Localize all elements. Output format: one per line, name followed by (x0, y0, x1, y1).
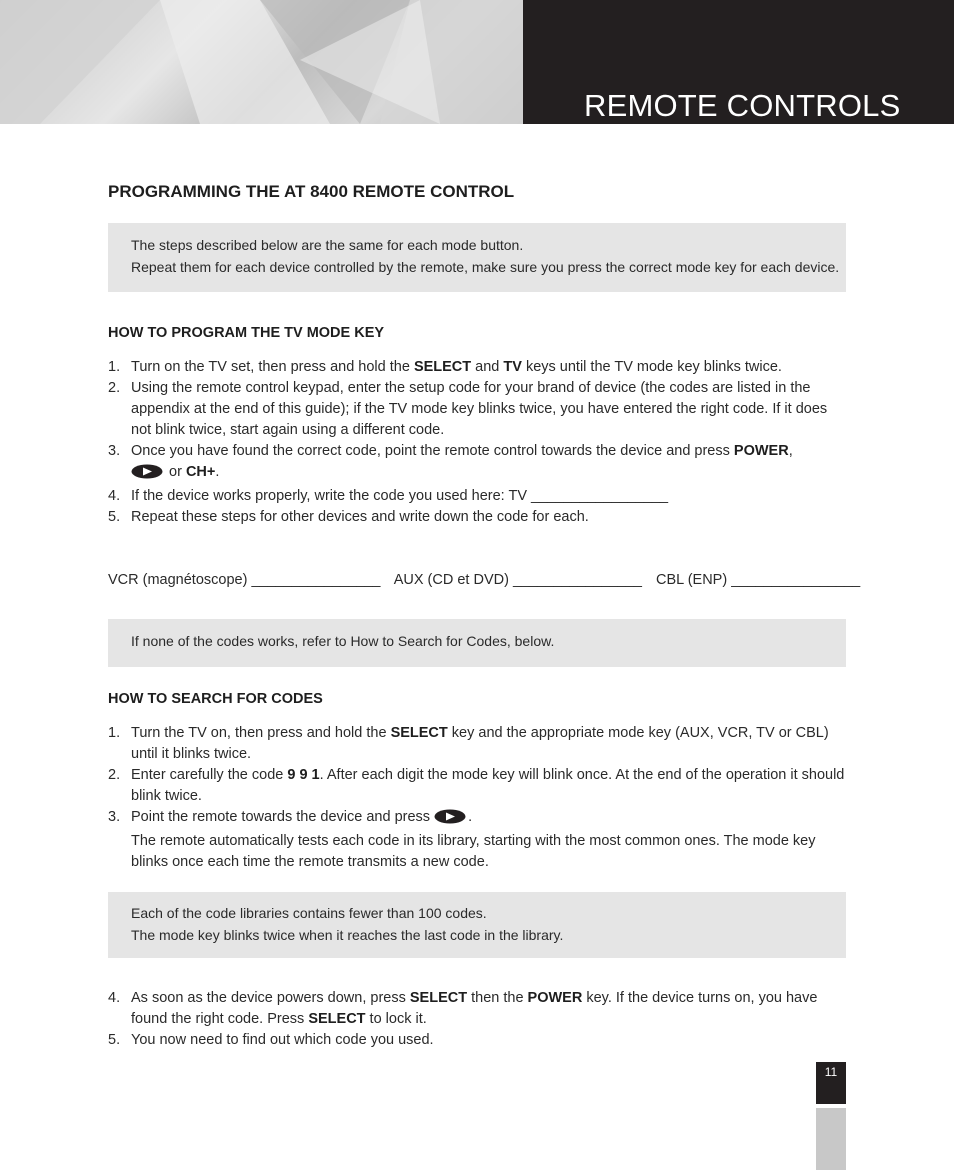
list-item: 1. Turn the TV on, then press and hold the SELECT key and the appropriate mode key (AUX, VCR, TV or CBL) until it blinks twice. (108, 725, 829, 762)
subsection-title-tv: HOW TO PROGRAM THE TV MODE KEY (108, 325, 385, 341)
note-line: If none of the codes works, refer to How to Search for Codes, below. (131, 633, 555, 649)
page-tab-marker (816, 1108, 846, 1170)
list-item: 4. If the device works properly, write the code you used here: TV _________________ (108, 488, 669, 504)
page-number: 11 (816, 1062, 846, 1104)
subsection-title-search: HOW TO SEARCH FOR CODES (108, 691, 323, 707)
list-item: 3. Once you have found the correct code, point the remote control towards the device and press POWER, or CH+. (108, 441, 850, 486)
list-item: 1. Turn on the TV set, then press and hold the SELECT and TV keys until the TV mode key blinks twice. (108, 359, 782, 375)
list-item: 5. Repeat these steps for other devices and write down the code for each. (108, 509, 589, 525)
library-note (108, 892, 846, 958)
note-line: Each of the code libraries contains fewer than 100 codes. (131, 905, 487, 921)
search-steps-list (108, 723, 850, 873)
note-line: The steps described below are the same for each mode button. (131, 237, 524, 253)
list-item: 3. Point the remote towards the device and press . The remote automatically tests each code in its library, starting with the most common ones. The mode key blinks once each time the remote transmits a new code. (108, 809, 816, 870)
list-item: 4. As soon as the device powers down, press SELECT then the POWER key. If the device turns on, you have found the right code. Press SELECT to lock it. (108, 990, 818, 1027)
header-decorative-image (0, 0, 523, 124)
search-note (108, 619, 846, 667)
page-title: REMOTE CONTROLS (584, 88, 901, 123)
aux-code-field: AUX (CD et DVD) ________________ (393, 572, 642, 588)
code-fields-row (108, 570, 870, 591)
vcr-code-field: VCR (magnétoscope) ________________ (108, 572, 381, 588)
section-title: PROGRAMMING THE AT 8400 REMOTE CONTROL (108, 182, 515, 201)
play-button-icon (434, 809, 466, 831)
final-steps-list (108, 988, 850, 1051)
list-item: 2. Using the remote control keypad, enter the setup code for your brand of device (the codes are listed in the appendix at the end of this guide); if the TV mode key blinks twice, you have entered the right code. If it does not blink twice, start again using a different code. (108, 380, 828, 438)
list-item: 2. Enter carefully the code 9 9 1. After each digit the mode key will blink once. At the end of the operation it should blink twice. (108, 767, 845, 804)
note-line: Repeat them for each device controlled by the remote, make sure you press the correct mode key for each device. (131, 259, 840, 275)
cbl-code-field: CBL (ENP) ________________ (656, 572, 861, 588)
play-button-icon (131, 464, 163, 486)
tv-steps-list (108, 357, 850, 528)
list-item: 5. You now need to find out which code you used. (108, 1032, 434, 1048)
intro-note (108, 223, 846, 292)
note-line: The mode key blinks twice when it reaches the last code in the library. (131, 927, 564, 943)
